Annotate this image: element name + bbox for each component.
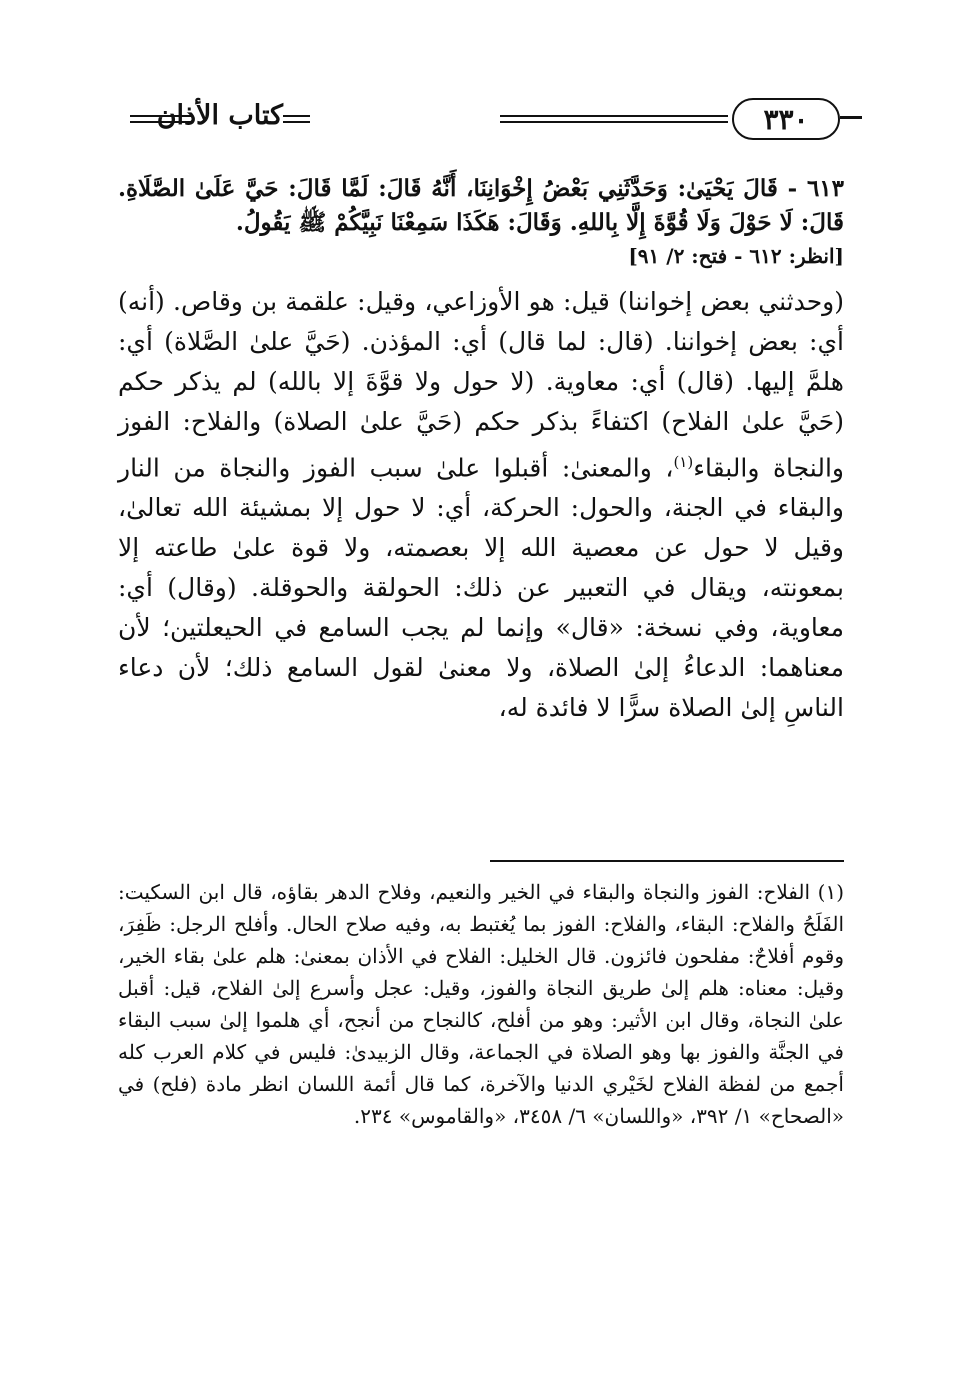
footnote-text: (١) الفلاح: الفوز والنجاة والبقاء في الخير والنعيم، وفلاح الدهر بقاؤه، قال ابن السكيت: الفَلَحُ والفلاح: البقاء، والفلاح: الفوز بما يُغتبط به، وفيه صلاح الحال. وأفلح الرجل: ظَفِرَ، وقوم أفلاحٌ: مفلحون فائزون. قال الخليل: الفلاح في الأذان بمعنىٰ: هلم علىٰ بقاء الخير، وقيل: معناه: هلم إلىٰ طريق النجاة والفوز، وقيل: عجل وأسرع إلىٰ الفلاح، قيل: أقبل علىٰ النجاة، وقال ابن الأثير: وهو من أفلح، كالنجاح من أنجح، أي هلموا إلىٰ سبب البقاء في الجنَّة والفوز بها وهو الصلاة في الجماعة، وقال الزبيدىٰ: فليس في كلام العرب كله أجمع من لفظة الفلاح لخَيْري الدنيا والآخرة، كما قال أئمة اللسان انظر مادة (فلح) في «الصحاح» ١/ ٣٩٢، «واللسان» ٦/ ٣٤٥٨، «والقاموس» ٢٣٤. (118, 880, 845, 1128)
footnote-marker[interactable]: (١) (673, 453, 694, 471)
main-text (118, 172, 844, 728)
hadith-text: ٦١٣ - قَالَ يَحْيَىٰ: وَحَدَّثَنِي بَعْضُ إِخْوَانِنَا، أَنَّهُ قَالَ: لَمَّا قَالَ: حَيَّ عَلَىٰ الصَّلَاةِ. قَالَ: لَا حَوْلَ وَلَا قُوَّةَ إِلَّا بِاللهِ. وَقَالَ: هَكَذَا سَمِعْنَا نَبِيَّكُمْ ﷺ يَقُولُ. (118, 175, 844, 236)
hadith-reference: [انظر: ٦١٢ - فتح: ٢/ ٩١] (628, 244, 844, 268)
commentary-text-part-1: (وحدثني بعض إخواننا) قيل: هو الأوزاعي، وقيل: علقمة بن وقاص. (أنه) أي: بعض إخواننا. (قال: لما قال) أي: المؤذن. (حَيَّ علىٰ الصَّلاة) أي: هلمَّ إليها. (قال) أي: معاوية. (لا حول ولا قوَّةَ إلا بالله) لم يذكر حكم (حَيَّ علىٰ الفلاح) اكتفاءً بذكر حكم (حَيَّ علىٰ الصلاة) والفلاح: الفوز والنجاة والبقاء (118, 287, 844, 483)
commentary-paragraph (118, 282, 844, 728)
footnote (118, 876, 844, 1132)
header-rule-middle (283, 115, 310, 123)
header-rule-right (500, 115, 728, 123)
page-number: ٣٣٠ (763, 102, 809, 136)
book-title: كتاب الأذان (156, 100, 283, 131)
footnote-separator (490, 860, 844, 862)
page-number-badge-tail (840, 116, 862, 119)
page-number-badge (732, 98, 840, 140)
commentary-text-part-2: ، والمعنىٰ: أقبلوا علىٰ سبب الفوز والنجاة من النار والبقاء في الجنة، والحول: الحركة، أي: لا حول إلا بمشيئة الله تعالىٰ، وقيل لا حول عن معصية الله إلا بعصمته، ولا قوة علىٰ طاعته إلا بمعونته، ويقال في التعبير عن ذلك: الحولقة والحوقلة. (وقال) أي: معاوية، وفي نسخة: «قال» وإنما لم يجب السامع في الحيعلتين؛ لأن معناهما: الدعاءُ إلىٰ الصلاة، ولا معنىٰ لقول السامع ذلك؛ لأن دعاء الناسِ إلىٰ الصلاة سرًّا لا فائدة له، (118, 453, 844, 723)
page-header (120, 95, 840, 147)
